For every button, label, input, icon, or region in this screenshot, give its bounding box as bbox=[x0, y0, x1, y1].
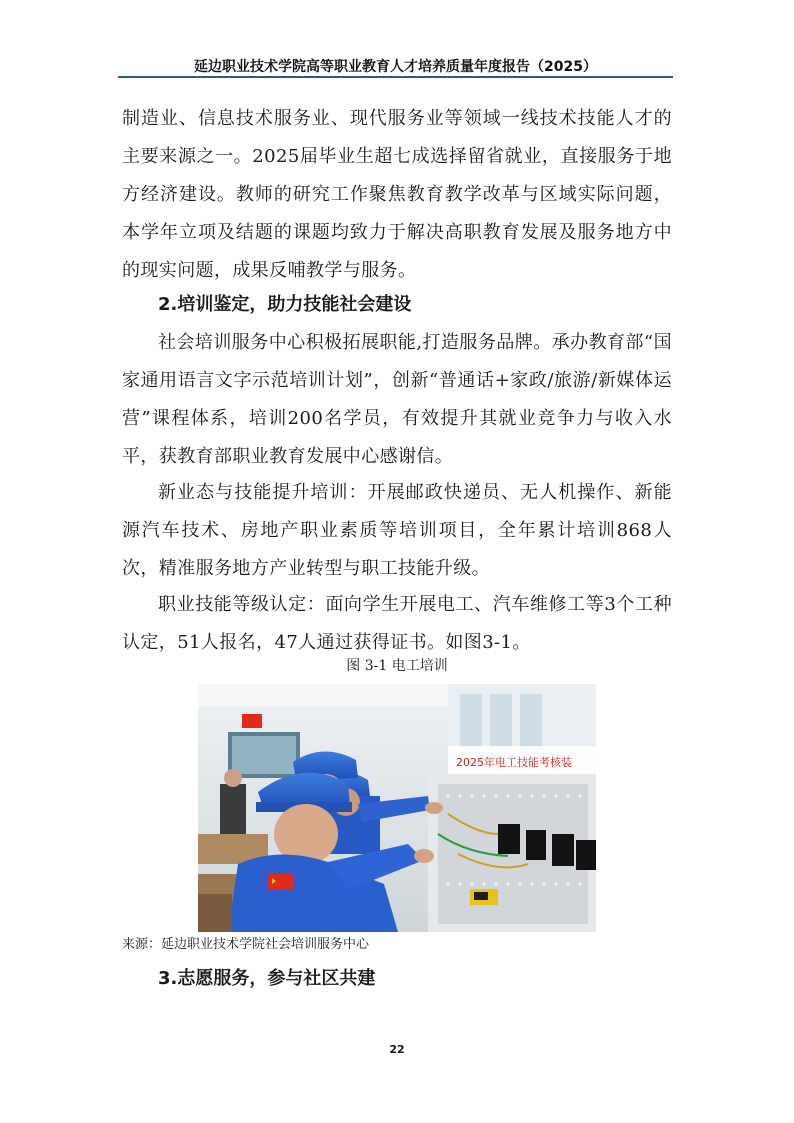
paragraph-employment: 制造业、信息技术服务业、现代服务业等领域一线技术技能人才的主要来源之一。2025届毕业生超七成选择留省就业，直接服务于地方经济建设。教师的研究工作聚焦教育教学改革与区域实际问题，本学年立项及结题的课题均致力于解决高职教育发展及服务地方中的现实问题，成果反哺教学与服务。 bbox=[122, 108, 672, 281]
banner-text: 2025年电工技能考核装 bbox=[456, 756, 572, 769]
section-heading-volunteer: 3.志愿服务，参与社区共建 bbox=[158, 968, 376, 989]
figure-source: 来源：延边职业技术学院社会培训服务中心 bbox=[122, 937, 370, 952]
paragraph-language-training: 社会培训服务中心积极拓展职能,打造服务品牌。承办教育部“国家通用语言文字示范培训计划”，创新“普通话+家政/旅游/新媒体运营”课程体系，培训200名学员，有效提升其就业竞争力与收入水平，获教育部职业教育发展中心感谢信。 bbox=[122, 332, 672, 467]
page-number: 22 bbox=[389, 1043, 405, 1056]
page-header-title: 延边职业技术学院高等职业教育人才培养质量年度报告（2025） bbox=[194, 59, 597, 75]
section-heading-training: 2.培训鉴定，助力技能社会建设 bbox=[158, 294, 412, 315]
electrician-training-photo bbox=[198, 684, 596, 932]
paragraph-skill-upgrade: 新业态与技能提升培训：开展邮政快递员、无人机操作、新能源汽车技术、房地产职业素质等培训项目，全年累计培训868人次，精准服务地方产业转型与职工技能升级。 bbox=[122, 482, 672, 579]
figure-caption: 图 3-1 电工培训 bbox=[346, 658, 448, 674]
header-divider bbox=[118, 76, 673, 78]
paragraph-certification: 职业技能等级认定：面向学生开展电工、汽车维修工等3个工种认定，51人报名，47人通过获得证书。如图3-1。 bbox=[122, 594, 672, 653]
